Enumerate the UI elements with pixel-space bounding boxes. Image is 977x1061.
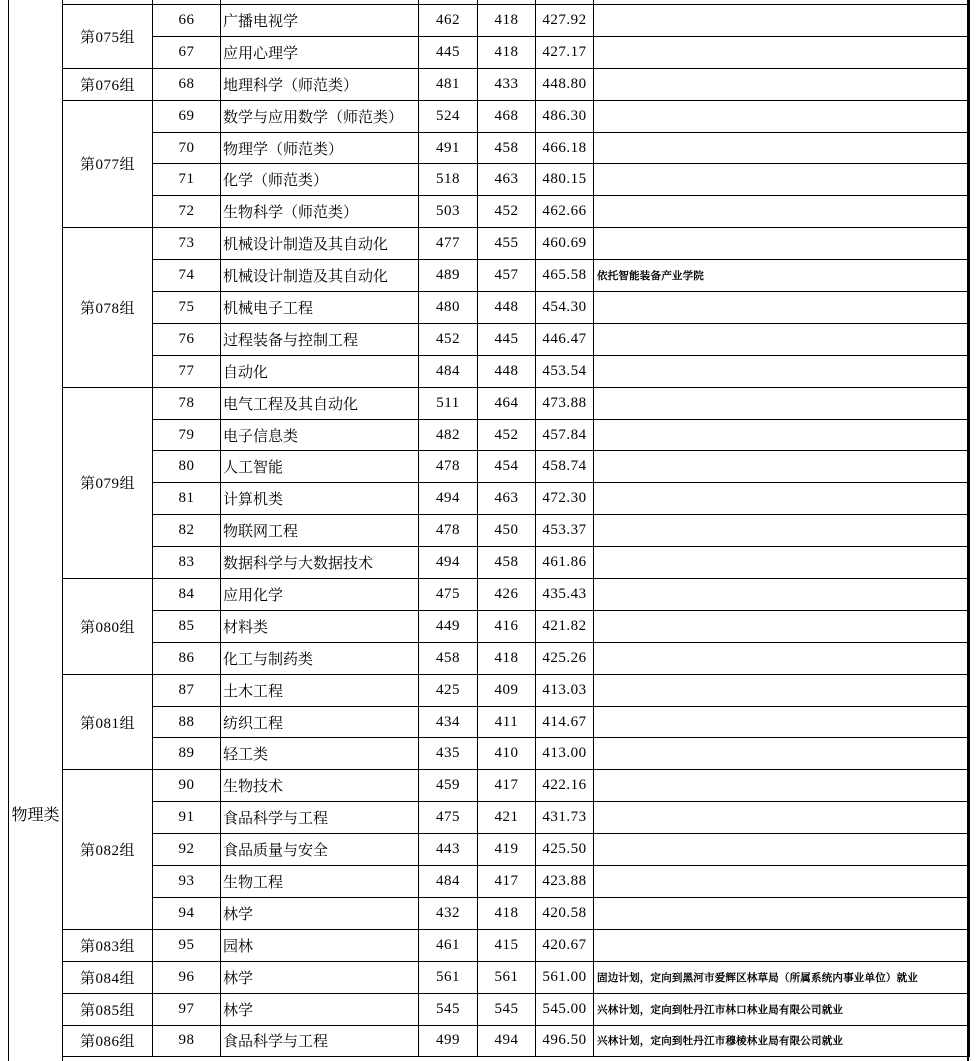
score-avg-cell: 486.30: [536, 100, 594, 132]
seq-cell: 88: [153, 706, 221, 738]
score-avg-cell: 457.84: [536, 419, 594, 451]
score-avg-cell: 472.30: [536, 483, 594, 515]
score-max-cell: 432: [419, 897, 478, 929]
seq-cell: 84: [153, 579, 221, 611]
score-avg-cell: 453.54: [536, 355, 594, 387]
remark-cell: [594, 547, 970, 579]
table-row: [63, 802, 970, 834]
remark-cell: [594, 770, 970, 802]
score-avg-cell: 425.26: [536, 642, 594, 674]
score-max-cell: 494: [419, 483, 478, 515]
major-cell: 园林: [221, 929, 419, 961]
score-min-cell: 433: [478, 68, 536, 100]
score-min-cell: 417: [478, 866, 536, 898]
seq-cell: 94: [153, 897, 221, 929]
score-max-cell: 518: [419, 164, 478, 196]
score-max-cell: 434: [419, 706, 478, 738]
score-min-cell: 452: [478, 196, 536, 228]
seq-cell: 68: [153, 68, 221, 100]
admission-score-table: [62, 0, 970, 1057]
remark-cell: [594, 164, 970, 196]
score-min-cell: 463: [478, 483, 536, 515]
score-min-cell: 458: [478, 547, 536, 579]
table-row: [63, 515, 970, 547]
table-row: [63, 164, 970, 196]
table-row: [63, 419, 970, 451]
remark-cell: 兴林计划，定向到牡丹江市穆棱林业局有限公司就业: [594, 1025, 970, 1057]
remark-cell: 固边计划，定向到黑河市爱辉区林草局（所属系统内事业单位）就业: [594, 961, 970, 993]
remark-cell: [594, 674, 970, 706]
table-row: [63, 68, 970, 100]
remark-cell: [594, 515, 970, 547]
major-cell: 过程装备与控制工程: [221, 323, 419, 355]
score-min-cell: 468: [478, 100, 536, 132]
score-min-cell: 452: [478, 419, 536, 451]
major-cell: 纺织工程: [221, 706, 419, 738]
remark-cell: [594, 132, 970, 164]
table-row: [63, 228, 970, 260]
major-cell: 生物技术: [221, 770, 419, 802]
score-max-cell: 425: [419, 674, 478, 706]
remark-cell: [594, 292, 970, 324]
table-row: [63, 547, 970, 579]
remark-cell: [594, 68, 970, 100]
seq-cell: 85: [153, 610, 221, 642]
score-avg-cell: 466.18: [536, 132, 594, 164]
category-column: [8, 0, 63, 1061]
score-avg-cell: 465.58: [536, 260, 594, 292]
score-avg-cell: 545.00: [536, 993, 594, 1025]
score-max-cell: 524: [419, 100, 478, 132]
group-cell: 第085组: [63, 993, 153, 1025]
remark-cell: [594, 706, 970, 738]
score-min-cell: 454: [478, 451, 536, 483]
table-row: [63, 387, 970, 419]
score-min-cell: 419: [478, 834, 536, 866]
table-row: [63, 292, 970, 324]
score-avg-cell: 425.50: [536, 834, 594, 866]
score-avg-cell: 461.86: [536, 547, 594, 579]
remark-cell: [594, 387, 970, 419]
major-cell: 轻工类: [221, 738, 419, 770]
major-cell: 电气工程及其自动化: [221, 387, 419, 419]
score-avg-cell: 420.58: [536, 897, 594, 929]
score-min-cell: 415: [478, 929, 536, 961]
table-row: [63, 929, 970, 961]
table-row: [63, 866, 970, 898]
score-min-cell: 494: [478, 1025, 536, 1057]
score-min-cell: 448: [478, 355, 536, 387]
major-cell: 计算机类: [221, 483, 419, 515]
group-cell: 第086组: [63, 1025, 153, 1057]
major-cell: 应用化学: [221, 579, 419, 611]
score-min-cell: 458: [478, 132, 536, 164]
score-min-cell: 418: [478, 642, 536, 674]
table-row: [63, 610, 970, 642]
score-avg-cell: 431.73: [536, 802, 594, 834]
group-cell: 第082组: [63, 770, 153, 929]
remark-cell: [594, 579, 970, 611]
table-row: [63, 579, 970, 611]
major-cell: 电子信息类: [221, 419, 419, 451]
results-table-body: [63, 0, 970, 1057]
score-avg-cell: 427.92: [536, 5, 594, 37]
score-min-cell: 463: [478, 164, 536, 196]
remark-cell: [594, 610, 970, 642]
major-cell: 自动化: [221, 355, 419, 387]
table-row: [63, 100, 970, 132]
score-avg-cell: 496.50: [536, 1025, 594, 1057]
score-min-cell: 445: [478, 323, 536, 355]
remark-cell: [594, 738, 970, 770]
score-avg-cell: 561.00: [536, 961, 594, 993]
table-row: [63, 706, 970, 738]
score-avg-cell: 462.66: [536, 196, 594, 228]
remark-cell: [594, 451, 970, 483]
major-cell: 材料类: [221, 610, 419, 642]
score-avg-cell: 458.74: [536, 451, 594, 483]
score-avg-cell: 422.16: [536, 770, 594, 802]
remark-cell: [594, 419, 970, 451]
score-avg-cell: 435.43: [536, 579, 594, 611]
score-max-cell: 445: [419, 36, 478, 68]
score-avg-cell: 413.00: [536, 738, 594, 770]
seq-cell: 97: [153, 993, 221, 1025]
remark-cell: 兴林计划，定向到牡丹江市林口林业局有限公司就业: [594, 993, 970, 1025]
table-row: [63, 738, 970, 770]
seq-cell: 69: [153, 100, 221, 132]
group-cell: 第075组: [63, 5, 153, 69]
score-max-cell: 499: [419, 1025, 478, 1057]
major-cell: 化学（师范类）: [221, 164, 419, 196]
seq-cell: 90: [153, 770, 221, 802]
seq-cell: 75: [153, 292, 221, 324]
remark-cell: [594, 483, 970, 515]
score-min-cell: 561: [478, 961, 536, 993]
major-cell: 食品科学与工程: [221, 1025, 419, 1057]
score-min-cell: 411: [478, 706, 536, 738]
seq-cell: 77: [153, 355, 221, 387]
seq-cell: 72: [153, 196, 221, 228]
remark-cell: [594, 642, 970, 674]
group-cell: 第084组: [63, 961, 153, 993]
score-avg-cell: 448.80: [536, 68, 594, 100]
seq-cell: 93: [153, 866, 221, 898]
score-max-cell: 461: [419, 929, 478, 961]
major-cell: 人工智能: [221, 451, 419, 483]
score-max-cell: 561: [419, 961, 478, 993]
group-cell: 第081组: [63, 674, 153, 770]
seq-cell: 79: [153, 419, 221, 451]
seq-cell: 92: [153, 834, 221, 866]
remark-cell: [594, 228, 970, 260]
score-max-cell: 484: [419, 866, 478, 898]
seq-cell: 86: [153, 642, 221, 674]
table-row: [63, 834, 970, 866]
remark-cell: 依托智能装备产业学院: [594, 260, 970, 292]
table-row: [63, 260, 970, 292]
remark-cell: [594, 323, 970, 355]
score-max-cell: 478: [419, 515, 478, 547]
score-avg-cell: 480.15: [536, 164, 594, 196]
score-max-cell: 477: [419, 228, 478, 260]
score-min-cell: 416: [478, 610, 536, 642]
remark-cell: [594, 36, 970, 68]
major-cell: 物联网工程: [221, 515, 419, 547]
seq-cell: 67: [153, 36, 221, 68]
seq-cell: 98: [153, 1025, 221, 1057]
score-min-cell: 418: [478, 36, 536, 68]
score-avg-cell: 420.67: [536, 929, 594, 961]
score-max-cell: 489: [419, 260, 478, 292]
score-min-cell: 448: [478, 292, 536, 324]
remark-cell: [594, 196, 970, 228]
seq-cell: 91: [153, 802, 221, 834]
major-cell: 食品质量与安全: [221, 834, 419, 866]
major-cell: 化工与制药类: [221, 642, 419, 674]
score-min-cell: 410: [478, 738, 536, 770]
score-max-cell: 443: [419, 834, 478, 866]
score-max-cell: 435: [419, 738, 478, 770]
remark-cell: [594, 929, 970, 961]
major-cell: 土木工程: [221, 674, 419, 706]
major-cell: 物理学（师范类）: [221, 132, 419, 164]
group-cell: 第076组: [63, 68, 153, 100]
table-row: [63, 196, 970, 228]
score-max-cell: 494: [419, 547, 478, 579]
table-row: [63, 961, 970, 993]
score-min-cell: 417: [478, 770, 536, 802]
major-cell: 应用心理学: [221, 36, 419, 68]
table-row: [63, 323, 970, 355]
table-row: [63, 132, 970, 164]
score-max-cell: 480: [419, 292, 478, 324]
score-avg-cell: 473.88: [536, 387, 594, 419]
seq-cell: 81: [153, 483, 221, 515]
table-row: [63, 483, 970, 515]
score-max-cell: 545: [419, 993, 478, 1025]
score-min-cell: 450: [478, 515, 536, 547]
table-row: [63, 993, 970, 1025]
major-cell: 机械电子工程: [221, 292, 419, 324]
score-max-cell: 503: [419, 196, 478, 228]
remark-cell: [594, 834, 970, 866]
remark-cell: [594, 5, 970, 37]
major-cell: 生物科学（师范类）: [221, 196, 419, 228]
remark-cell: [594, 866, 970, 898]
seq-cell: 89: [153, 738, 221, 770]
score-min-cell: 455: [478, 228, 536, 260]
major-cell: 生物工程: [221, 866, 419, 898]
score-avg-cell: 454.30: [536, 292, 594, 324]
score-min-cell: 464: [478, 387, 536, 419]
score-min-cell: 545: [478, 993, 536, 1025]
major-cell: 机械设计制造及其自动化: [221, 260, 419, 292]
major-cell: 林学: [221, 993, 419, 1025]
score-avg-cell: 427.17: [536, 36, 594, 68]
score-avg-cell: 460.69: [536, 228, 594, 260]
table-row: [63, 36, 970, 68]
seq-cell: 82: [153, 515, 221, 547]
score-min-cell: 426: [478, 579, 536, 611]
score-max-cell: 511: [419, 387, 478, 419]
score-max-cell: 478: [419, 451, 478, 483]
score-avg-cell: 414.67: [536, 706, 594, 738]
group-cell: 第078组: [63, 228, 153, 387]
score-max-cell: 458: [419, 642, 478, 674]
score-max-cell: 491: [419, 132, 478, 164]
seq-cell: 95: [153, 929, 221, 961]
seq-cell: 78: [153, 387, 221, 419]
category-label: 物理类: [11, 807, 60, 824]
table-row: [63, 770, 970, 802]
remark-cell: [594, 897, 970, 929]
score-avg-cell: 453.37: [536, 515, 594, 547]
seq-cell: 96: [153, 961, 221, 993]
group-cell: 第083组: [63, 929, 153, 961]
score-min-cell: 418: [478, 5, 536, 37]
table-row: [63, 1025, 970, 1057]
table-row: [63, 355, 970, 387]
score-avg-cell: 421.82: [536, 610, 594, 642]
score-min-cell: 457: [478, 260, 536, 292]
group-cell: 第077组: [63, 100, 153, 228]
major-cell: 数学与应用数学（师范类）: [221, 100, 419, 132]
seq-cell: 83: [153, 547, 221, 579]
score-max-cell: 484: [419, 355, 478, 387]
remark-cell: [594, 355, 970, 387]
score-min-cell: 421: [478, 802, 536, 834]
table-row: [63, 642, 970, 674]
major-cell: 广播电视学: [221, 5, 419, 37]
group-cell: 第079组: [63, 387, 153, 578]
seq-cell: 73: [153, 228, 221, 260]
remark-cell: [594, 100, 970, 132]
table-row: [63, 451, 970, 483]
score-max-cell: 452: [419, 323, 478, 355]
seq-cell: 66: [153, 5, 221, 37]
seq-cell: 80: [153, 451, 221, 483]
major-cell: 林学: [221, 897, 419, 929]
major-cell: 林学: [221, 961, 419, 993]
table-right-border: [967, 0, 969, 1061]
score-max-cell: 481: [419, 68, 478, 100]
major-cell: 数据科学与大数据技术: [221, 547, 419, 579]
score-max-cell: 475: [419, 579, 478, 611]
seq-cell: 87: [153, 674, 221, 706]
seq-cell: 74: [153, 260, 221, 292]
score-max-cell: 475: [419, 802, 478, 834]
score-max-cell: 459: [419, 770, 478, 802]
seq-cell: 76: [153, 323, 221, 355]
score-max-cell: 462: [419, 5, 478, 37]
score-min-cell: 409: [478, 674, 536, 706]
score-avg-cell: 413.03: [536, 674, 594, 706]
table-row: [63, 5, 970, 37]
score-avg-cell: 423.88: [536, 866, 594, 898]
seq-cell: 70: [153, 132, 221, 164]
score-max-cell: 482: [419, 419, 478, 451]
remark-cell: [594, 802, 970, 834]
group-cell: 第080组: [63, 579, 153, 675]
major-cell: 机械设计制造及其自动化: [221, 228, 419, 260]
seq-cell: 71: [153, 164, 221, 196]
score-avg-cell: 446.47: [536, 323, 594, 355]
table-row: [63, 674, 970, 706]
table-row: [63, 897, 970, 929]
score-max-cell: 449: [419, 610, 478, 642]
major-cell: 食品科学与工程: [221, 802, 419, 834]
score-min-cell: 418: [478, 897, 536, 929]
major-cell: 地理科学（师范类）: [221, 68, 419, 100]
